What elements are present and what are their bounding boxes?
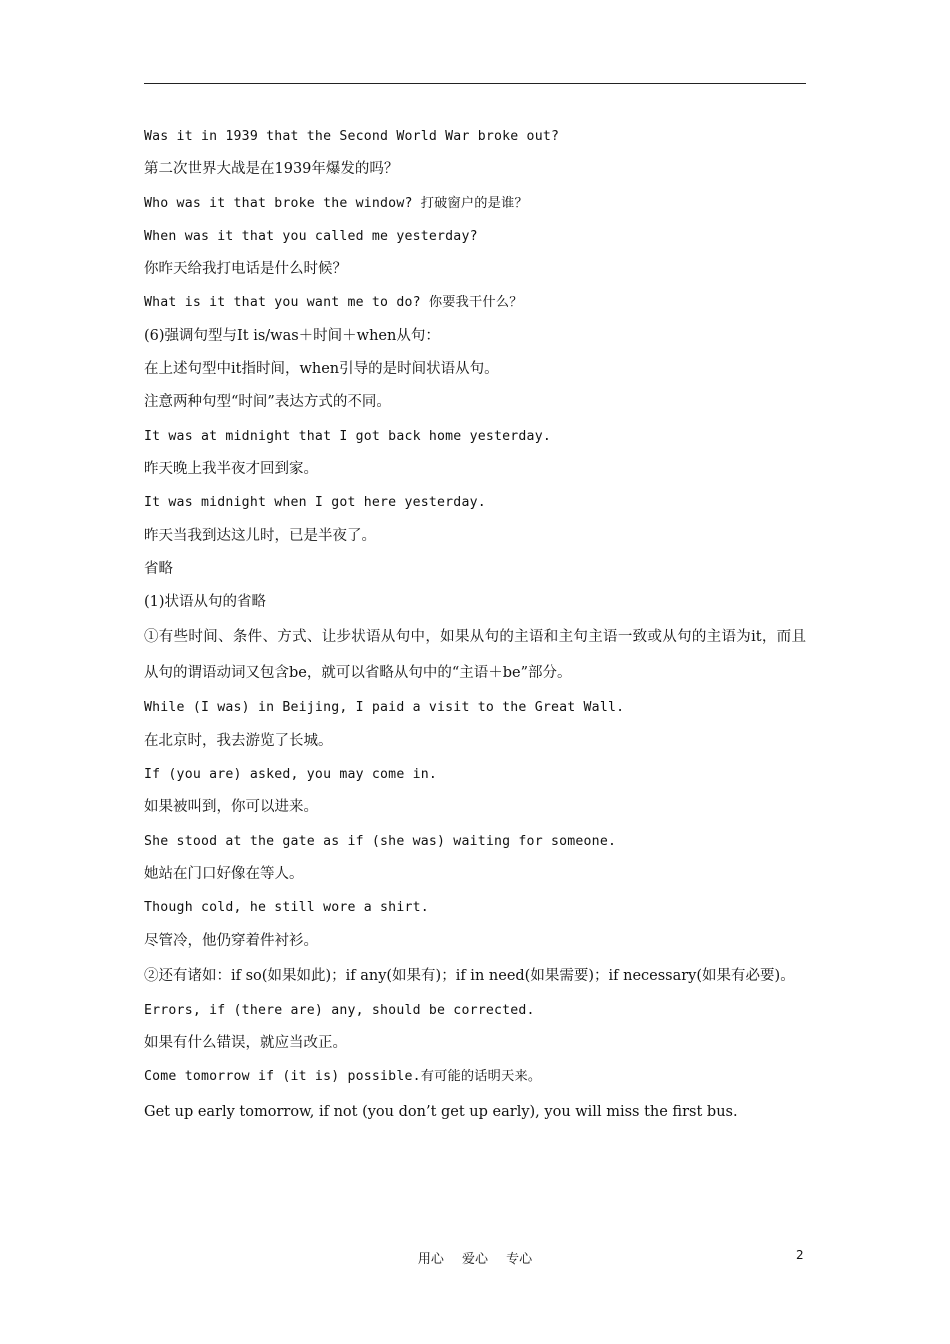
- footer-motto: 用心 爱心 专心: [417, 1252, 533, 1267]
- text-line: Was it in 1939 that the Second World War broke out?: [144, 129, 560, 144]
- text-line: If (you are) asked, you may come in.: [144, 767, 438, 783]
- text-line: What is it that you want me to do? 你要我干什么？: [144, 295, 523, 311]
- text-line: 你昨天给我打电话是什么时候？: [144, 261, 347, 278]
- text-line: (6)强调句型与It is/was＋时间＋when从句：: [144, 327, 440, 344]
- header-rule: [144, 83, 806, 84]
- text-line: Get up early tomorrow, if not (you don’t get up early), you will miss the first bus.: [144, 1103, 738, 1120]
- text-line: 如果被叫到，你可以进来。: [144, 799, 318, 816]
- text-line: Come tomorrow if (it is) possible.有可能的话明天来。: [144, 1069, 542, 1085]
- text-line: Errors, if (there are) any, should be corrected.: [144, 1002, 535, 1018]
- text-line: When was it that you called me yesterday?: [144, 228, 478, 244]
- text-line: It was midnight when I got here yesterday.: [144, 495, 486, 511]
- text-line: 第二次世界大战是在1939年爆发的吗？: [144, 161, 399, 178]
- document-body: [144, 120, 806, 1130]
- text-line: 昨天晚上我半夜才回到家。: [144, 460, 318, 477]
- text-line: 如果有什么错误，就应当改正。: [144, 1035, 347, 1052]
- text-line: While (I was) in Beijing, I paid a visit to the Great Wall.: [144, 700, 625, 716]
- text-line: 在上述句型中it指时间，when引导的是时间状语从句。: [144, 361, 499, 378]
- text-line: 在北京时，我去游览了长城。: [144, 732, 333, 749]
- text-line: (1)状语从句的省略: [144, 594, 267, 611]
- text-line: ①有些时间、条件、方式、让步状语从句中，如果从句的主语和主句主语一致或从句的主语为it，而且从句的谓语动词又包含be，就可以省略从句中的“主语＋be”部分。: [144, 629, 806, 682]
- text-line: 尽管冷，他仍穿着件衬衫。: [144, 932, 318, 949]
- text-line: 昨天当我到达这儿时，已是半夜了。: [144, 527, 376, 544]
- text-line: Who was it that broke the window? 打破窗户的是谁？: [144, 195, 528, 211]
- text-line: ②还有诸如：if so(如果如此)；if any(如果有)；if in need(如果需要)；if necessary(如果有必要)。: [144, 967, 795, 984]
- text-line: It was at midnight that I got back home yesterday.: [144, 428, 551, 444]
- text-line: 省略: [144, 560, 173, 577]
- text-line: She stood at the gate as if (she was) waiting for someone.: [144, 833, 617, 849]
- text-line: Though cold, he still wore a shirt.: [144, 900, 429, 916]
- text-line: 她站在门口好像在等人。: [144, 865, 304, 882]
- page-number: 2: [796, 1248, 804, 1262]
- text-line: 注意两种句型“时间”表达方式的不同。: [144, 394, 391, 411]
- page-footer: [0, 1248, 950, 1267]
